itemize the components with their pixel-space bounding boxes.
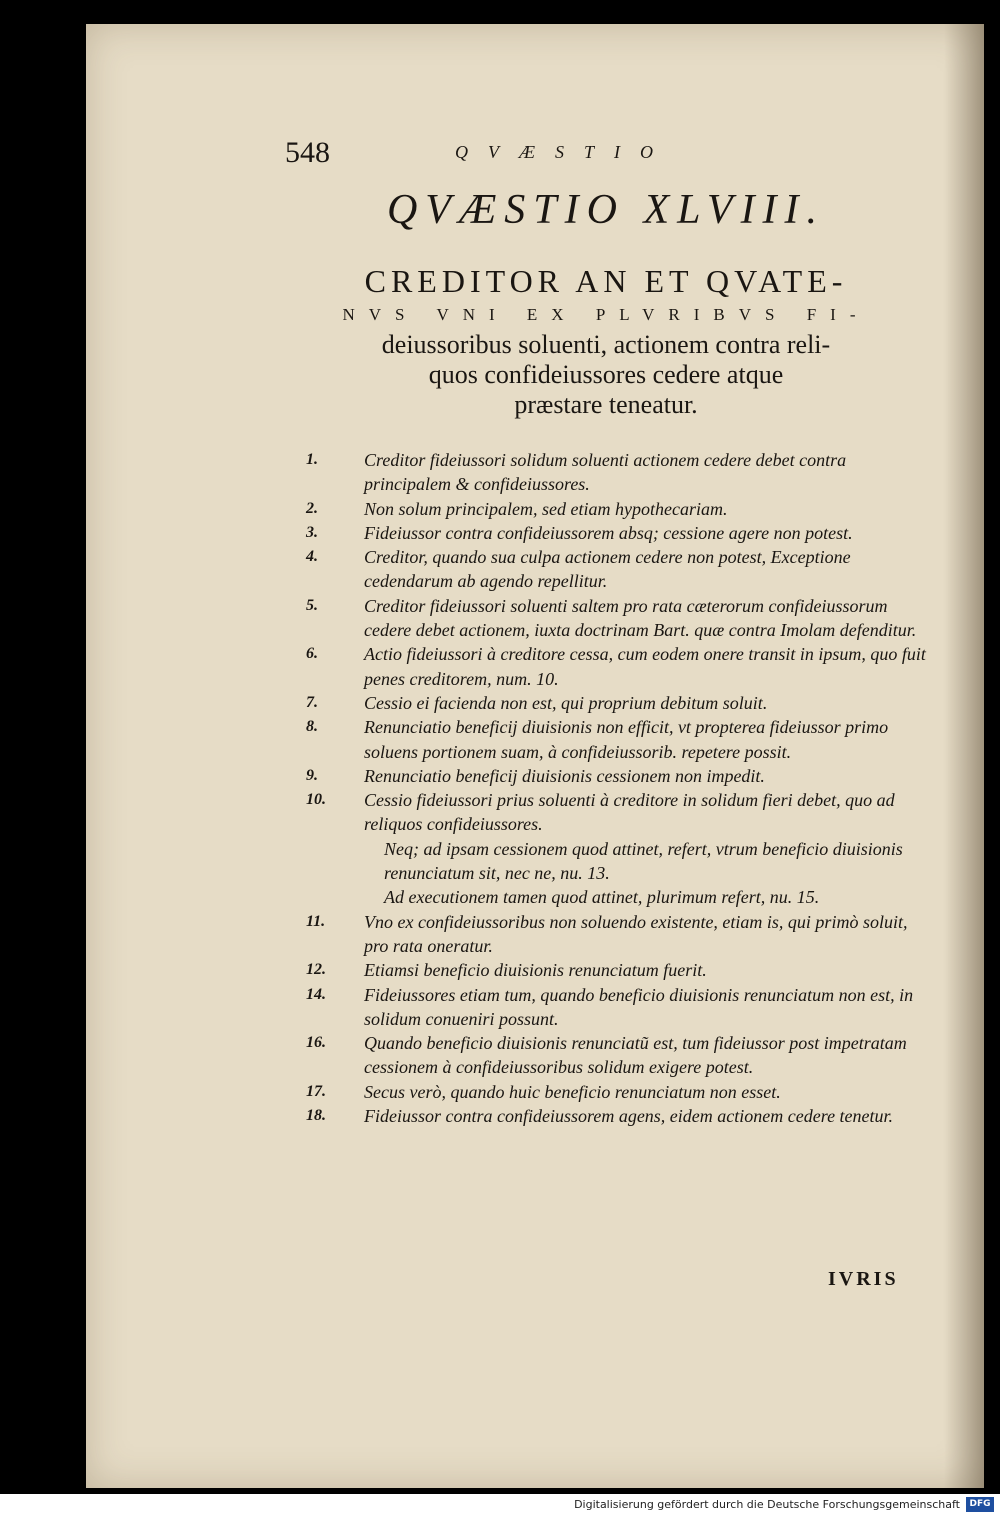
summary-item (306, 642, 926, 691)
summary-item-text: Cessio fideiussori prius soluenti à creditore in solidum fieri debet, quo ad reliquos confideiussores. (364, 790, 895, 835)
summary-item-text: Quando beneficio diuisionis renunciatũ est, tum fideiussor post impetratam cessionem à confideiussoribus solidum exigere potest. (364, 1033, 907, 1078)
summary-item-number: 1. (306, 451, 318, 468)
dfg-logo: DFG (966, 1497, 994, 1512)
summary-item-text: Creditor fideiussori soluenti saltem pro rata cæterorum confideiussorum cedere debet actionem, iuxta doctrinam Bart. quæ contra Imolam defenditur. (364, 595, 917, 641)
summary-item-number: 10. (306, 791, 326, 809)
catchword: IVRIS (828, 1268, 899, 1290)
summary-list (306, 448, 926, 1128)
summary-item-number: 8. (306, 718, 318, 736)
summary-item (306, 788, 926, 837)
summary-item-text: Ad executionem tamen quod attinet, plurimum refert, nu. 15. (384, 887, 820, 908)
summary-item-number: 12. (306, 961, 326, 979)
summary-item-number: 7. (306, 693, 318, 711)
summary-item (306, 764, 926, 788)
summary-item-text: Actio fideiussori à creditore cessa, cum eodem onere transit in ipsum, quo fuit penes creditorem, num. 10. (364, 644, 926, 689)
footer-bar (0, 1494, 1000, 1516)
summary-item-text: Renunciatio beneficij diuisionis cessionem non impedit. (364, 765, 765, 786)
summary-item-text: Fideiussor contra confideiussorem absq; cessione agere non potest. (364, 522, 853, 543)
summary-item (306, 545, 926, 594)
question-subtitle (286, 262, 926, 420)
summary-item-text: Vno ex confideiussoribus non soluendo existente, etiam is, qui primò soluit, pro rata oneratur. (364, 911, 908, 956)
summary-item-number: 11. (306, 912, 326, 930)
subtitle-line: CREDITOR AN ET QVATE- (364, 263, 848, 299)
summary-item-number: 18. (306, 1107, 326, 1125)
summary-item-number: 2. (306, 499, 318, 517)
summary-item-text: Etiamsi beneficio diuisionis renunciatum fuerit. (364, 960, 707, 981)
summary-item-text: Neq; ad ipsam cessionem quod attinet, refert, vtrum beneficio diuisionis renunciatum sit, nec ne, nu. 13. (384, 838, 903, 884)
summary-item-text: Fideiussores etiam tum, quando beneficio diuisionis renunciatum non est, in solidum conueniri possunt. (364, 984, 914, 1029)
summary-item-text: Non solum principalem, sed etiam hypothecariam. (364, 498, 728, 519)
summary-item-text: Creditor fideiussori solidum soluenti actionem cedere debet contra principalem & confideiussores. (364, 450, 847, 495)
page-number: 548 (285, 136, 330, 169)
summary-item (306, 983, 926, 1032)
subtitle-line: præstare teneatur. (514, 390, 698, 419)
summary-item (306, 1080, 926, 1104)
summary-item-number: 17. (306, 1082, 326, 1100)
summary-item-text: Renunciatio beneficij diuisionis non efficit, vt propterea fideiussor primo soluens portionem suam, à confideiussorib. repetere possit. (364, 717, 889, 762)
subtitle-line: quos confideiussores cedere atque (428, 360, 784, 389)
summary-item (306, 715, 926, 764)
summary-item (306, 1104, 926, 1128)
summary-item (306, 910, 926, 959)
summary-item-number: 4. (306, 548, 318, 566)
summary-item-text: Creditor, quando sua culpa actionem cedere non potest, Exceptione cedendarum ab agendo repellitur. (364, 547, 851, 592)
running-title: QVÆSTIO (455, 142, 674, 162)
funding-credit: Digitalisierung gefördert durch die Deutsche Forschungsgemeinschaft (574, 1498, 960, 1511)
summary-item-text: Fideiussor contra confideiussorem agens, eidem actionem cedere tenetur. (364, 1106, 894, 1127)
summary-item-text: Secus verò, quando huic beneficio renunciatum non esset. (364, 1081, 781, 1102)
spine-shadow (944, 24, 984, 1488)
summary-item-number: 3. (306, 523, 318, 541)
summary-item-number: 6. (306, 645, 318, 663)
summary-item (306, 885, 926, 909)
summary-item (306, 691, 926, 715)
summary-item-number: 16. (306, 1034, 326, 1052)
subtitle-line: NVS VNI EX PLVRIBVS FI- (342, 305, 870, 324)
summary-item (306, 448, 926, 497)
question-title: QVÆSTIO XLVIII. (386, 187, 826, 233)
summary-item (306, 837, 926, 886)
summary-item (306, 1031, 926, 1080)
summary-item (306, 958, 926, 982)
summary-item-number: 9. (306, 766, 318, 784)
summary-item-text: Cessio ei facienda non est, qui proprium debitum soluit. (364, 692, 768, 713)
subtitle-line: deiussoribus soluenti, actionem contra reli- (381, 330, 831, 359)
summary-item (306, 594, 926, 643)
summary-item-number: 14. (306, 985, 326, 1003)
summary-item (306, 497, 926, 521)
summary-item-number: 5. (306, 596, 318, 614)
running-head (285, 136, 925, 176)
summary-item (306, 521, 926, 545)
